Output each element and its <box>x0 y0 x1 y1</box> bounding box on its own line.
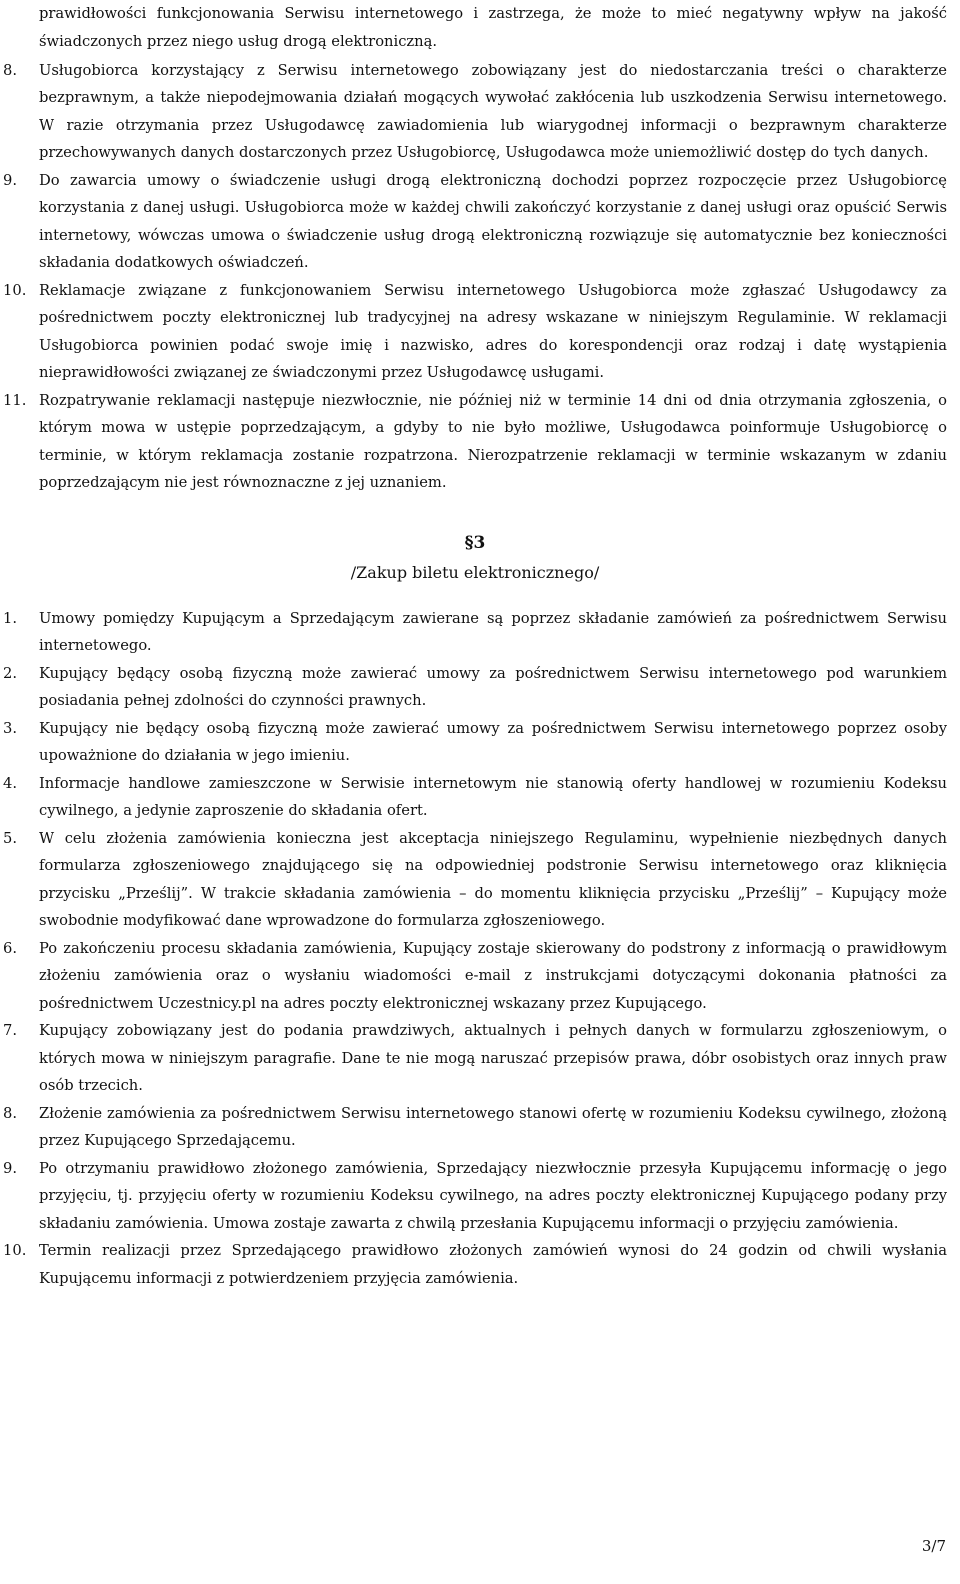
item-number: 9. <box>3 171 18 189</box>
list-item <box>3 935 947 1018</box>
item-text: Po zakończeniu procesu składania zamówienia, Kupujący zostaje skierowany do podstrony z informacją o prawidłowym złożeniu zamówienia oraz o wysłaniu wiadomości e-mail z instrukcjami dotyczącymi dokonania płatności za pośrednictwem Uczestnicy.pl na adres poczty elektronicznej wskazany przez Kupującego. <box>39 939 947 1012</box>
item-text: Kupujący będący osobą fizyczną może zawierać umowy za pośrednictwem Serwisu internetowego pod warunkiem posiadania pełnej zdolności do czynności prawnych. <box>39 664 947 709</box>
item-number: 4. <box>3 774 18 792</box>
list-item <box>3 1017 947 1100</box>
item-number: 9. <box>3 1159 18 1177</box>
list-item <box>3 1237 947 1292</box>
list-item <box>3 660 947 715</box>
section-3-list <box>3 605 947 1293</box>
continuation-paragraph: prawidłowości funkcjonowania Serwisu internetowego i zastrzega, że może to mieć negatywny wpływ na jakość świadczonych przez niego usług drogą elektroniczną. <box>39 5 947 50</box>
item-text: Termin realizacji przez Sprzedającego prawidłowo złożonych zamówień wynosi do 24 godzin od chwili wysłania Kupującemu informacji z potwierdzeniem przyjęcia zamówienia. <box>39 1242 947 1287</box>
item-text: Reklamacje związane z funkcjonowaniem Serwisu internetowego Usługobiorca może zgłaszać Usługodawcy za pośrednictwem poczty elektronicznej lub tradycyjnej na adresy wskazane w niniejszym Regulaminie. W reklamacji Usługobiorca powinien podać swoje imię i nazwisko, adres do korespondencji oraz rodzaj i datę wystąpienia nieprawidłowości związanej ze świadczonymi przez Usługodawcę usługami. <box>39 281 947 381</box>
list-item <box>3 770 947 825</box>
section-number: §3 <box>464 532 486 553</box>
item-text: Złożenie zamówienia za pośrednictwem Serwisu internetowego stanowi ofertę w rozumieniu Kodeksu cywilnego, złożoną przez Kupującego Sprzedającemu. <box>39 1104 947 1149</box>
item-text: Po otrzymaniu prawidłowo złożonego zamówienia, Sprzedający niezwłocznie przesyła Kupującemu informację o jego przyjęciu, tj. przyjęciu oferty w rozumieniu Kodeksu cywilnego, na adres poczty elektronicznej Kupującego podany przy składaniu zamówienia. Umowa zostaje zawarta z chwilą przesłania Kupującemu informacji o przyjęciu zamówienia. <box>39 1159 947 1232</box>
item-text: Rozpatrywanie reklamacji następuje niezwłocznie, nie później niż w terminie 14 dni od dnia otrzymania zgłoszenia, o którym mowa w ustępie poprzedzającym, a gdyby to nie było możliwe, Usługodawca poinformuje Usługobiorcę o terminie, w którym reklamacja zostanie rozpatrzona. Nierozpatrzenie reklamacji w terminie wskazanym w zdaniu poprzedzającym nie jest równoznaczne z jej uznaniem. <box>39 391 947 491</box>
item-number: 11. <box>3 391 27 409</box>
list-item <box>3 387 947 497</box>
list-item <box>3 1155 947 1238</box>
list-item <box>3 715 947 770</box>
list-item <box>3 57 947 167</box>
item-number: 10. <box>3 1242 27 1259</box>
item-number: 10. <box>3 281 27 299</box>
list-item <box>3 605 947 660</box>
list-item <box>3 1100 947 1155</box>
list-item <box>3 167 947 277</box>
item-text: Do zawarcia umowy o świadczenie usługi drogą elektroniczną dochodzi poprzez rozpoczęcie przez Usługobiorcę korzystania z danej usługi. Usługobiorca może w każdej chwili zakończyć korzystanie z danej usługi oraz opuścić Serwis internetowy, wówczas umowa o świadczenie usług drogą elektroniczną rozwiązuje się automatycznie bez konieczności składania dodatkowych oświadczeń. <box>39 171 947 271</box>
page-number: 3/7 <box>921 1537 946 1555</box>
list-item <box>3 825 947 935</box>
previous-section-list <box>3 57 947 497</box>
item-text: Kupujący zobowiązany jest do podania prawdziwych, aktualnych i pełnych danych w formularzu zgłoszeniowym, o których mowa w niniejszym paragrafie. Dane te nie mogą naruszać przepisów prawa, dóbr osobistych oraz innych praw osób trzecich. <box>39 1022 947 1094</box>
item-text: Informacje handlowe zamieszczone w Serwisie internetowym nie stanowią oferty handlowej w rozumieniu Kodeksu cywilnego, a jedynie zaproszenie do składania ofert. <box>39 774 947 819</box>
section-heading <box>3 528 947 588</box>
item-number: 5. <box>3 829 18 847</box>
section-title: /Zakup biletu elektronicznego/ <box>350 562 600 582</box>
item-number: 6. <box>3 939 18 957</box>
item-number: 3. <box>3 719 18 737</box>
item-text: Umowy pomiędzy Kupującym a Sprzedającym zawierane są poprzez składanie zamówień za pośrednictwem Serwisu internetowego. <box>39 609 947 654</box>
item-number: 8. <box>3 61 18 79</box>
item-number: 1. <box>3 609 18 627</box>
list-item <box>3 277 947 387</box>
item-number: 2. <box>3 664 18 682</box>
item-text: Usługobiorca korzystający z Serwisu internetowego zobowiązany jest do niedostarczania treści o charakterze bezprawnym, a także niepodejmowania działań mogących wywołać zakłócenia lub uszkodzenia Serwisu internetowego. W razie otrzymania przez Usługodawcę zawiadomienia lub wiarygodnej informacji o bezprawnym charakterze przechowywanych danych dostarczonych przez Usługobiorcę, Usługodawca może uniemożliwić dostęp do tych danych. <box>39 61 947 161</box>
item-text: Kupujący nie będący osobą fizyczną może zawierać umowy za pośrednictwem Serwisu internetowego poprzez osoby upoważnione do działania w jego imieniu. <box>39 719 947 764</box>
item-number: 8. <box>3 1104 18 1122</box>
item-number: 7. <box>3 1022 18 1039</box>
item-text: W celu złożenia zamówienia konieczna jest akceptacja niniejszego Regulaminu, wypełnienie niezbędnych danych formularza zgłoszeniowego znajdującego się na odpowiedniej podstronie Serwisu internetowego oraz kliknięcia przycisku „Prześlij”. W trakcie składania zamówienia – do momentu kliknięcia przycisku „Prześlij” – Kupujący może swobodnie modyfikować dane wprowadzone do formularza zgłoszeniowego. <box>39 829 947 929</box>
